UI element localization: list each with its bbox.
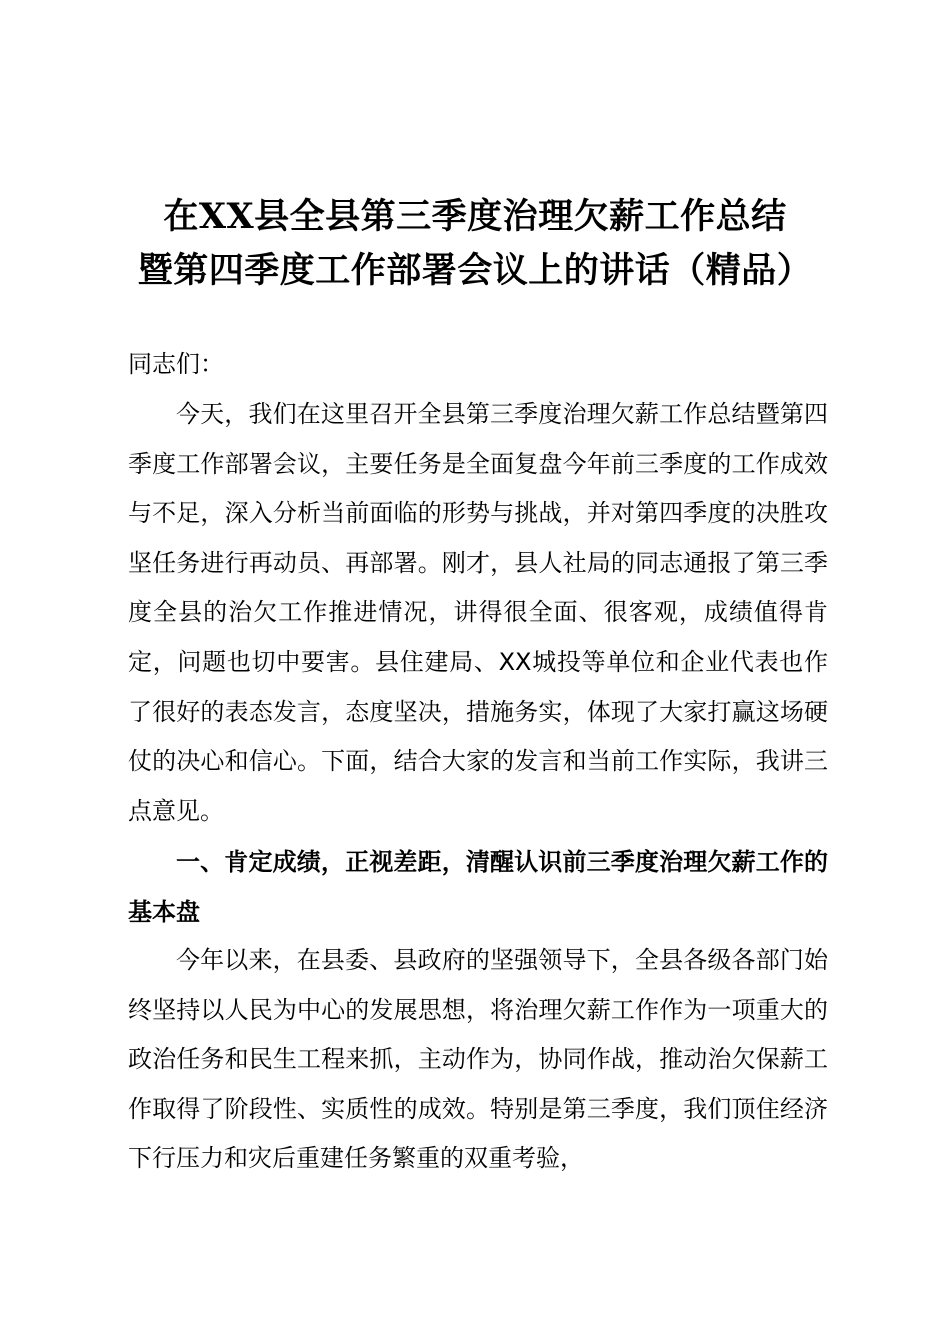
document-title-line-1: 在XX县全县第三季度治理欠薪工作总结 <box>163 196 787 237</box>
paragraph-2: 今年以来，在县委、县政府的坚强领导下，全县各级各部门始终坚持以人民为中心的发展思想，将治理欠薪工作作为一项重大的政治任务和民生工程来抓，主动作为，协同作战，推动治欠保薪工作取得了阶段性、实质性的成效。特别是第三季度，我们顶住经济下行压力和灾后重建任务繁重的双重考验， <box>128 946 828 1173</box>
paragraph-1: 今天，我们在这里召开全县第三季度治理欠薪工作总结暨第四季度工作部署会议，主要任务是全面复盘今年前三季度的工作成效与不足，深入分析当前面临的形势与挑战，并对第四季度的决胜攻坚任务进行再动员、再部署。刚才，县人社局的同志通报了第三季度全县的治欠工作推进情况，讲得很全面、很客观，成绩值得肯定，问题也切中要害。县住建局、XX城投等单位和企业代表也作了很好的表态发言，态度坚决，措施务实，体现了大家打赢这场硬仗的决心和信心。下面，结合大家的发言和当前工作实际，我讲三点意见。 <box>128 400 828 825</box>
greeting: 同志们： <box>128 350 224 378</box>
section-heading-1: 一、肯定成绩，正视差距，清醒认识前三季度治理欠薪工作的基本盘 <box>128 848 828 926</box>
document-title-line-2: 暨第四季度工作部署会议上的讲话（精品） <box>137 250 813 291</box>
